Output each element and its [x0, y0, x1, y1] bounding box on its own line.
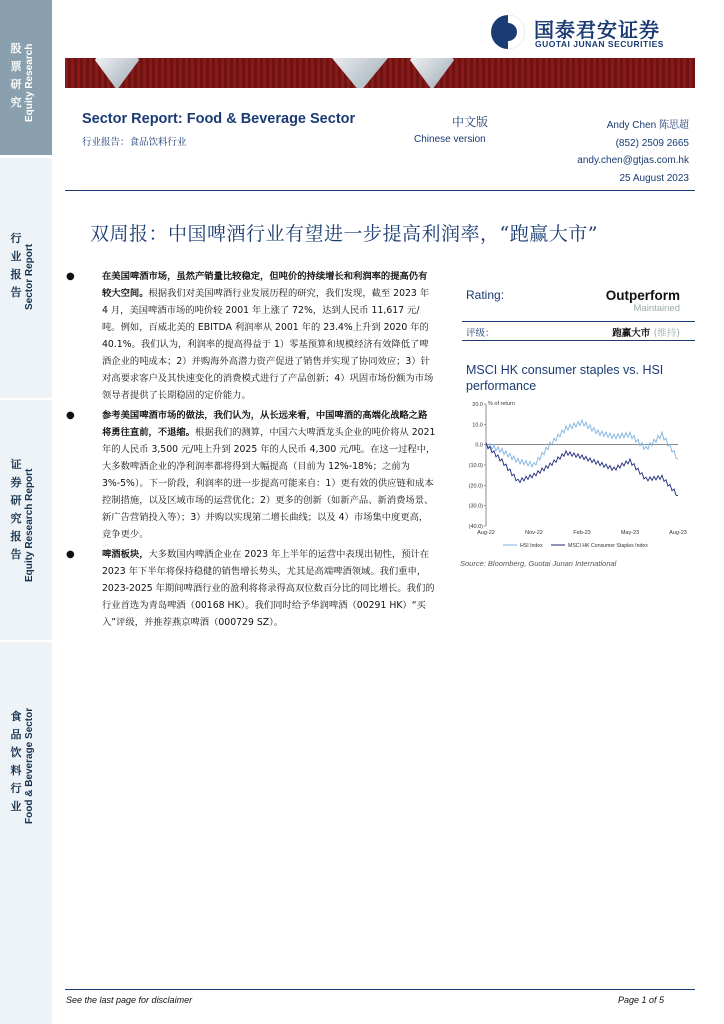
analyst-phone: (852) 2509 2665: [615, 137, 689, 149]
bullet-bold: 啤酒板块，: [102, 549, 149, 560]
x-tick-label: Aug-23: [669, 530, 687, 536]
rating-value: Outperform: [605, 288, 680, 303]
logo-text-cn: 国泰君安证券: [534, 18, 660, 42]
sidebar-equity-research: [0, 0, 52, 155]
report-date: 25 August 2023: [619, 172, 689, 184]
logo-mark-icon: [490, 14, 526, 50]
report-subtitle: 行业报告：食品饮料行业: [82, 137, 187, 148]
sidebar-cn-label: 证 券 研 究 报 告: [10, 458, 22, 561]
rating-maintained-cn: (维持): [653, 328, 680, 339]
legend-label: MSCI HK Consumer Staples Index: [568, 543, 648, 549]
analyst-info: [577, 117, 689, 187]
rating-maintained: Maintained: [633, 303, 680, 314]
sidebar-en-label: Equity Research: [24, 43, 35, 122]
company-logo: [490, 14, 700, 50]
x-tick-label: May-23: [620, 530, 640, 536]
version-en: Chinese version: [414, 134, 486, 145]
bullet-2: [66, 407, 436, 543]
bullet-text: 根据我们的测算，中国六大啤酒龙头企业的吨价将从 2021 年的人民币 3,500 元/吨上升到 2025 年的人民币 4,300 元/吨。在这一过程中，大多数啤酒企业的净利润率都将得到大幅提高（目前为 12%-18%；之前为 3%-5%）。下一阶段，利润率的进一步提高可能来自：1）更有效的供应链和成本控制措施，以及区域市场的运营优化；2）更多的创新（如新产品、新消费场景、新广告营销投入等）；3）并购以实现第二增长曲线；以及 4）市场集中度更高，竞争更少。: [102, 427, 436, 540]
y-tick-label: 20.0: [472, 402, 483, 408]
bullet-text: 根据我们对美国啤酒行业发展历程的研究，我们发现，截至 2023 年 4 月，美国啤酒市场的吨价较 2001 年上涨了 72%，达到人民币 11,617 元/吨。例如，百威北美的 EBITDA 利润率从 2001 年的 23.4%上升到 2020 年的 40.1%。我们认为，利润率的提高得益于 1）零基预算和规模经济有效降低了啤酒企业的吨成本；2）并购海外高潜力资产促进了销售并实现了协同效应；3）针对高要求客户及其快速变化的消费模式进行了产品创新；4）巩固市场份额为市场领导者提供了长期稳固的定价能力。: [102, 288, 434, 401]
bullet-dot: ●: [66, 549, 75, 560]
y-tick-label: (20.0): [468, 483, 483, 490]
x-tick-label: Aug-22: [477, 530, 495, 536]
performance-chart: [458, 396, 695, 554]
sidebar-equity-research-report: [0, 400, 52, 640]
sidebar-en-label: Sector Report: [24, 243, 35, 310]
x-tick-label: Feb-23: [573, 530, 591, 536]
chart-title: MSCI HK consumer staples vs. HSI performance: [466, 363, 664, 393]
sidebar-cn-label: 股 票 研 究: [10, 42, 22, 109]
version-cn: 中文版: [452, 115, 489, 129]
y-axis-label: % of return: [488, 401, 515, 407]
bullet-bold: 在美国啤酒市场，虽然产销量比较稳定，但吨价的持续增长和利润率的提高仍有较大空间。: [102, 271, 428, 299]
x-tick-label: Nov-22: [525, 530, 543, 536]
y-tick-label: (40.0): [468, 524, 483, 530]
bullet-text: 大多数国内啤酒企业在 2023 年上半年的运营中表现出韧性，预计在 2023 年下半年将保持稳健的销售增长势头，尤其是高端啤酒领域。我们重申，2023-2025 年期间啤酒行业的盈利将将录得高双位数百分比的同比增长。我们的行业首选为青岛啤酒（00168 HK）。我们同时给予华润啤酒（00291 HK）“买入”评级，并推荐燕京啤酒（000729 SZ）。: [102, 549, 435, 628]
rating-label-cn: 评级：: [466, 328, 495, 339]
footer-disclaimer: See the last page for disclaimer: [66, 995, 193, 1005]
y-tick-label: 0.0: [475, 442, 483, 449]
analyst-email[interactable]: andy.chen@gtjas.com.hk: [577, 155, 689, 166]
bullet-dot: ●: [66, 271, 75, 282]
footer-divider: [65, 989, 695, 990]
left-sidebar: [0, 0, 52, 1024]
sidebar-sector-report: [0, 158, 52, 398]
header-banner: [65, 58, 695, 88]
header-divider: [65, 190, 695, 191]
legend-label: HSI Index: [520, 543, 543, 549]
rating-divider: [462, 321, 695, 322]
sidebar-cn-label: 行 业 报 告: [10, 232, 22, 299]
y-tick-label: (10.0): [468, 463, 483, 469]
sidebar-en-label: Food & Beverage Sector: [24, 707, 35, 824]
sidebar-cn-label: 食 品 饮 料 行 业: [10, 710, 22, 813]
chart-source: Source: Bloomberg, Guotai Junan International: [460, 559, 617, 568]
report-title: Sector Report: Food & Beverage Sector: [82, 111, 356, 127]
y-tick-label: 10.0: [472, 422, 483, 429]
bullet-1: [66, 268, 436, 404]
headline: 双周报：中国啤酒行业有望进一步提高利润率，“跑赢大市”: [90, 223, 598, 245]
rating-label: Rating:: [466, 288, 505, 302]
rating-divider: [462, 340, 695, 341]
bullet-3: [66, 546, 436, 631]
y-tick-label: (30.0): [468, 503, 483, 510]
rating-value-cn: 跑赢大市 (维持): [612, 328, 680, 339]
analyst-name: Andy Chen 陈思超: [606, 120, 689, 131]
sidebar-en-label: Equity Research Report: [24, 468, 35, 582]
rating-box: [462, 282, 695, 339]
series-line-msci: [486, 443, 678, 496]
bullet-dot: ●: [66, 410, 75, 421]
logo-text-en: GUOTAI JUNAN SECURITIES: [535, 39, 664, 49]
series-line-hsi: [486, 420, 678, 467]
bullet-bold: 参考美国啤酒市场的做法，我们认为，从长远来看，中国啤酒的高端化战略之路将勇往直前，不退缩。: [102, 410, 428, 438]
page-number: Page 1 of 5: [617, 995, 664, 1005]
sidebar-food-beverage: [0, 642, 52, 1024]
